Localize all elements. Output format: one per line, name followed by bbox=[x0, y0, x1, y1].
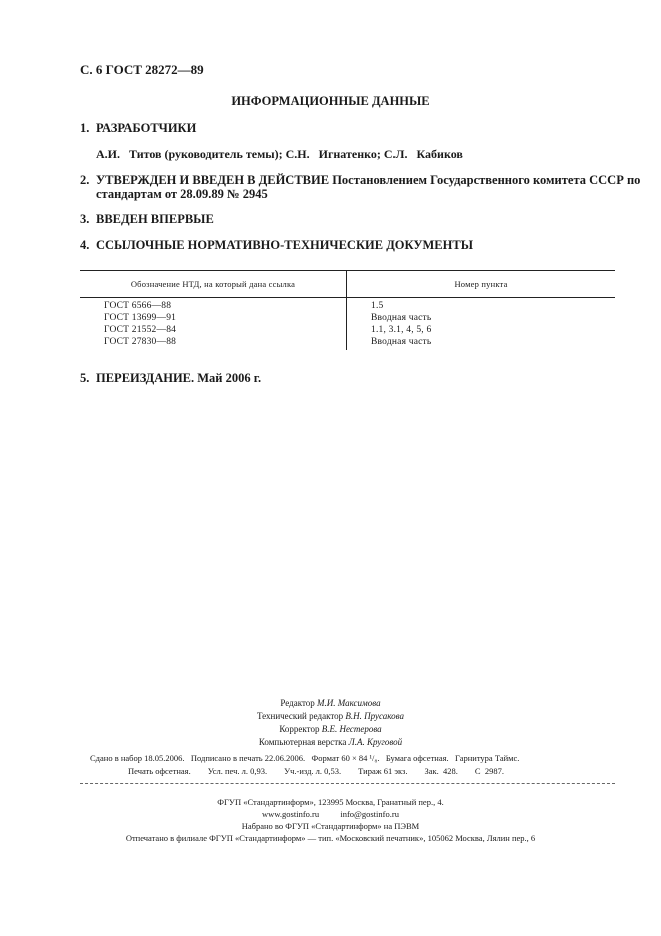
print-details-line-1: Сдано в набор 18.05.2006. Подписано в печать 22.06.2006. Формат 60 × 84 ¹/₈. Бумага офсетная. Гарнитура Таймс. bbox=[90, 753, 520, 763]
item-column bbox=[347, 298, 615, 350]
table-cell-document: ГОСТ 6566—88 bbox=[104, 301, 172, 311]
credit-editor bbox=[0, 697, 661, 710]
credit-layout bbox=[0, 736, 661, 749]
section-text: Постановлением Государственного комитета СССР по bbox=[329, 173, 641, 187]
section-number: 1. bbox=[80, 121, 90, 135]
credit-label: Редактор bbox=[280, 698, 318, 708]
table-body bbox=[80, 298, 615, 350]
table-cell-item: Вводная часть bbox=[371, 337, 432, 347]
author-initials: С.Н. bbox=[285, 147, 310, 161]
publisher-contacts: www.gostinfo.ru info@gostinfo.ru bbox=[262, 809, 399, 819]
credit-name: В.Е. Нестерова bbox=[321, 724, 382, 734]
table-cell-item: Вводная часть bbox=[371, 313, 432, 323]
section-number: 3. bbox=[80, 212, 90, 226]
section-number: 5. bbox=[80, 371, 90, 385]
publisher-line: ФГУП «Стандартинформ», 123995 Москва, Гранатный пер., 4. bbox=[217, 797, 444, 807]
section-heading: ВВЕДЕН ВПЕРВЫЕ bbox=[96, 212, 214, 226]
table-cell-document: ГОСТ 27830—88 bbox=[104, 337, 177, 347]
section-5 bbox=[80, 371, 261, 386]
section-number: 2. bbox=[80, 173, 90, 187]
section-heading: ПЕРЕИЗДАНИЕ. Май 2006 г. bbox=[96, 371, 262, 385]
document-column bbox=[80, 298, 347, 350]
author-name: Кабиков bbox=[416, 147, 463, 161]
credit-name: М.И. Максимова bbox=[317, 698, 381, 708]
section-heading: УТВЕРЖДЕН И ВВЕДЕН В ДЕЙСТВИЕ bbox=[96, 173, 330, 187]
section-2 bbox=[80, 173, 640, 188]
table-cell-item: 1.1, 3.1, 4, 5, 6 bbox=[371, 325, 432, 335]
print-details bbox=[90, 752, 519, 778]
section-heading: ССЫЛОЧНЫЕ НОРМАТИВНО-ТЕХНИЧЕСКИЕ ДОКУМЕНТЫ bbox=[96, 238, 473, 252]
publisher-line: Набрано во ФГУП «Стандартинформ» на ПЭВМ bbox=[241, 821, 420, 831]
section-4 bbox=[80, 238, 473, 253]
credit-name: Л.А. Круговой bbox=[348, 737, 403, 747]
table-cell-document: ГОСТ 13699—91 bbox=[104, 313, 177, 323]
section-3 bbox=[80, 212, 214, 227]
credit-label: Компьютерная верстка bbox=[258, 737, 349, 747]
author-initials: С.Л. bbox=[383, 147, 408, 161]
document-title: ИНФОРМАЦИОННЫЕ ДАННЫЕ bbox=[231, 94, 430, 108]
credit-label: Технический редактор bbox=[256, 711, 346, 721]
credit-tech-editor bbox=[0, 710, 661, 723]
section-1 bbox=[80, 121, 196, 136]
credit-label: Корректор bbox=[279, 724, 322, 734]
column-header-item: Номер пункта bbox=[454, 279, 508, 289]
publisher-info bbox=[0, 796, 661, 844]
publisher-line: Отпечатано в филиале ФГУП «Стандартинформ» — тип. «Московский печатник», 105062 Москва, Лялин пер., 6 bbox=[125, 833, 536, 843]
editorial-credits bbox=[0, 697, 661, 749]
reference-documents-table bbox=[80, 270, 615, 350]
table-cell-document: ГОСТ 21552—84 bbox=[104, 325, 177, 335]
credit-corrector bbox=[0, 723, 661, 736]
author-name: Игнатенко; bbox=[318, 147, 381, 161]
print-details-line-2: Печать офсетная. Усл. печ. л. 0,93. Уч.-изд. л. 0,53. Тираж 61 экз. Зак. 428. С 2987. bbox=[128, 766, 504, 776]
column-header-document: Обозначение НТД, на который дана ссылка bbox=[80, 271, 347, 297]
authors-line bbox=[96, 147, 463, 162]
author-name: Титов (руководитель темы); bbox=[129, 147, 283, 161]
table-header bbox=[80, 271, 615, 297]
table-cell-item: 1.5 bbox=[371, 301, 384, 311]
section-2-continuation: стандартам от 28.09.89 № 2945 bbox=[96, 187, 268, 201]
section-heading: РАЗРАБОТЧИКИ bbox=[96, 121, 197, 135]
section-number: 4. bbox=[80, 238, 90, 252]
footer-separator bbox=[80, 783, 615, 784]
author-initials: А.И. bbox=[96, 147, 120, 161]
page-header: С. 6 ГОСТ 28272—89 bbox=[80, 62, 204, 77]
credit-name: В.Н. Прусакова bbox=[345, 711, 405, 721]
